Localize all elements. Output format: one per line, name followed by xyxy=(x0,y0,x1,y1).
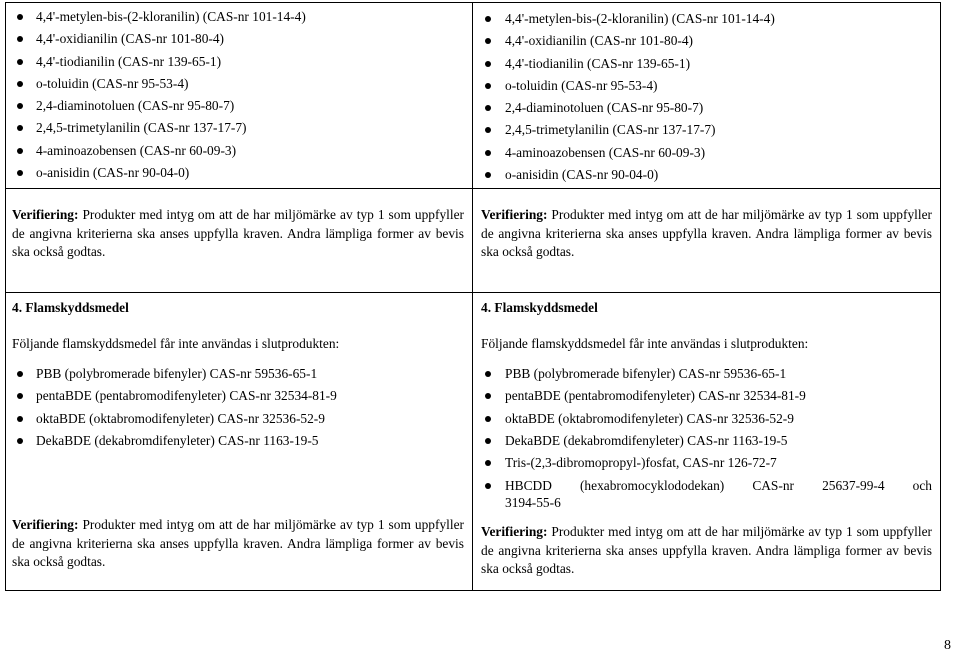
list-item xyxy=(481,8,932,30)
list-item xyxy=(481,164,932,186)
list-item-text: 4-aminoazobensen (CAS-nr 60-09-3) xyxy=(36,142,237,158)
list-item xyxy=(12,408,464,430)
bullet-icon xyxy=(485,416,491,422)
bullet-icon xyxy=(485,460,491,466)
list-item-text: PBB (polybromerade bifenyler) CAS-nr 59536-65-1 xyxy=(505,366,787,381)
left-amines-cell xyxy=(6,3,473,189)
left-flame-cell xyxy=(6,293,473,591)
bullet-icon xyxy=(17,416,23,422)
list-item-text: 2,4,5-trimetylanilin (CAS-nr 137-17-7) xyxy=(505,122,716,138)
bullet-icon xyxy=(17,148,23,154)
list-item-text: o-anisidin (CAS-nr 90-04-0) xyxy=(36,165,190,181)
right-hbcdd-list xyxy=(481,474,932,511)
right-verification-1 xyxy=(481,206,932,262)
list-item xyxy=(481,75,932,97)
bullet-icon xyxy=(17,125,23,131)
list-item xyxy=(481,474,932,511)
flame-intro: Följande flamskyddsmedel får inte användas i slutprodukten: xyxy=(481,336,809,351)
left-verification-2 xyxy=(12,516,464,572)
hbcdd-line-2: 3194-55-6 xyxy=(505,495,561,511)
comparison-table xyxy=(5,2,941,591)
list-item xyxy=(481,385,932,407)
list-item-text: o-anisidin (CAS-nr 90-04-0) xyxy=(505,167,659,183)
verification-label: Verifiering: xyxy=(481,207,548,222)
list-item-text: oktaBDE (oktabromodifenyleter) CAS-nr 32536-52-9 xyxy=(505,410,794,426)
list-item-text: 4,4'-tiodianilin (CAS-nr 139-65-1) xyxy=(36,53,222,69)
bullet-icon xyxy=(485,61,491,67)
left-amines-list xyxy=(12,6,464,184)
list-item-text: pentaBDE (pentabromodifenyleter) CAS-nr 32534-81-9 xyxy=(36,388,337,404)
list-item-text: 2,4-diaminotoluen (CAS-nr 95-80-7) xyxy=(505,100,704,116)
bullet-icon xyxy=(485,16,491,22)
list-item xyxy=(481,363,932,385)
list-item-text: 4-aminoazobensen (CAS-nr 60-09-3) xyxy=(505,144,706,160)
right-flame-cell xyxy=(473,293,941,591)
list-item-text: 2,4-diaminotoluen (CAS-nr 95-80-7) xyxy=(36,98,235,114)
list-item xyxy=(12,162,464,184)
list-item-text: 2,4,5-trimetylanilin (CAS-nr 137-17-7) xyxy=(36,120,247,136)
list-item-text: o-toluidin (CAS-nr 95-53-4) xyxy=(505,77,658,93)
list-item xyxy=(12,385,464,407)
list-item xyxy=(481,97,932,119)
bullet-icon xyxy=(485,483,491,489)
list-item xyxy=(481,408,932,430)
list-item xyxy=(481,452,932,474)
left-flame-list xyxy=(12,363,464,452)
bullet-icon xyxy=(17,393,23,399)
bullet-icon xyxy=(485,393,491,399)
list-item-text: DekaBDE (dekabromdifenyleter) CAS-nr 1163-19-5 xyxy=(36,432,319,448)
list-item xyxy=(12,430,464,452)
bullet-icon xyxy=(17,103,23,109)
list-item-text: 4,4'-oxidianilin (CAS-nr 101-80-4) xyxy=(505,33,693,49)
page-number: 8 xyxy=(944,638,951,653)
list-item xyxy=(481,30,932,52)
left-verification-1 xyxy=(12,206,464,262)
bullet-icon xyxy=(17,371,23,377)
bullet-icon xyxy=(17,170,23,176)
bullet-icon xyxy=(485,105,491,111)
list-item-text: Tris-(2,3-dibromopropyl-)fosfat, CAS-nr 126-72-7 xyxy=(505,455,777,471)
flame-retardants-row xyxy=(6,293,941,591)
verification-text: Produkter med intyg om att de har miljömärke av typ 1 som uppfyller de angivna kriterierna ska anses uppfylla kraven. Andra lämpliga former av bevis ska också godtas. xyxy=(481,207,932,259)
list-item xyxy=(12,363,464,385)
bullet-icon xyxy=(485,172,491,178)
verification-text: Produkter med intyg om att de har miljömärke av typ 1 som uppfyller de angivna kriterierna ska anses uppfylla kraven. Andra lämpliga former av bevis ska också godtas. xyxy=(12,517,464,570)
right-amines-list xyxy=(481,8,932,186)
list-item-text: PBB (polybromerade bifenyler) CAS-nr 59536-65-1 xyxy=(36,366,318,381)
bullet-icon xyxy=(17,36,23,42)
list-item-text: 4,4'-metylen-bis-(2-kloranilin) (CAS-nr 101-14-4) xyxy=(505,11,775,26)
list-item-text: 4,4'-metylen-bis-(2-kloranilin) (CAS-nr 101-14-4) xyxy=(36,9,306,24)
section-title: 4. Flamskyddsmedel xyxy=(12,300,129,315)
bullet-icon xyxy=(485,150,491,156)
list-item xyxy=(12,73,464,95)
flame-intro: Följande flamskyddsmedel får inte användas i slutprodukten: xyxy=(12,336,340,351)
list-item-text: o-toluidin (CAS-nr 95-53-4) xyxy=(36,75,189,91)
bullet-icon xyxy=(17,59,23,65)
bullet-icon xyxy=(17,14,23,20)
left-verification-cell xyxy=(6,189,473,293)
hbcdd-line-1: HBCDD (hexabromocyklododekan) CAS-nr 25637-99-4 och xyxy=(505,478,932,494)
list-item xyxy=(481,430,932,452)
bullet-icon xyxy=(485,83,491,89)
right-verification-cell xyxy=(473,189,941,293)
list-item-text: DekaBDE (dekabromdifenyleter) CAS-nr 1163-19-5 xyxy=(505,432,788,448)
right-flame-list xyxy=(481,363,932,474)
list-item xyxy=(12,6,464,28)
verification-row xyxy=(6,189,941,293)
verification-text: Produkter med intyg om att de har miljömärke av typ 1 som uppfyller de angivna kriterierna ska anses uppfylla kraven. Andra lämpliga former av bevis ska också godtas. xyxy=(481,524,932,577)
list-item xyxy=(12,95,464,117)
list-item xyxy=(481,119,932,141)
list-item xyxy=(12,117,464,139)
amines-row xyxy=(6,3,941,189)
list-item xyxy=(481,142,932,164)
list-item-text: 4,4'-tiodianilin (CAS-nr 139-65-1) xyxy=(505,55,691,71)
list-item-text: oktaBDE (oktabromodifenyleter) CAS-nr 32536-52-9 xyxy=(36,410,325,426)
bullet-icon xyxy=(17,438,23,444)
verification-text: Produkter med intyg om att de har miljömärke av typ 1 som uppfyller de angivna kriterierna ska anses uppfylla kraven. Andra lämpliga former av bevis ska också godtas. xyxy=(12,207,464,259)
list-item xyxy=(481,53,932,75)
right-amines-cell xyxy=(473,3,941,189)
list-item-text: 4,4'-oxidianilin (CAS-nr 101-80-4) xyxy=(36,31,224,47)
verification-label: Verifiering: xyxy=(12,517,79,533)
bullet-icon xyxy=(17,81,23,87)
bullet-icon xyxy=(485,127,491,133)
bullet-icon xyxy=(485,438,491,444)
bullet-icon xyxy=(485,38,491,44)
section-title: 4. Flamskyddsmedel xyxy=(481,300,598,315)
list-item xyxy=(12,140,464,162)
list-item xyxy=(12,28,464,50)
list-item xyxy=(12,51,464,73)
verification-label: Verifiering: xyxy=(481,524,548,540)
verification-label: Verifiering: xyxy=(12,207,79,222)
bullet-icon xyxy=(485,371,491,377)
right-verification-2 xyxy=(481,523,932,579)
list-item-text: pentaBDE (pentabromodifenyleter) CAS-nr 32534-81-9 xyxy=(505,388,806,404)
